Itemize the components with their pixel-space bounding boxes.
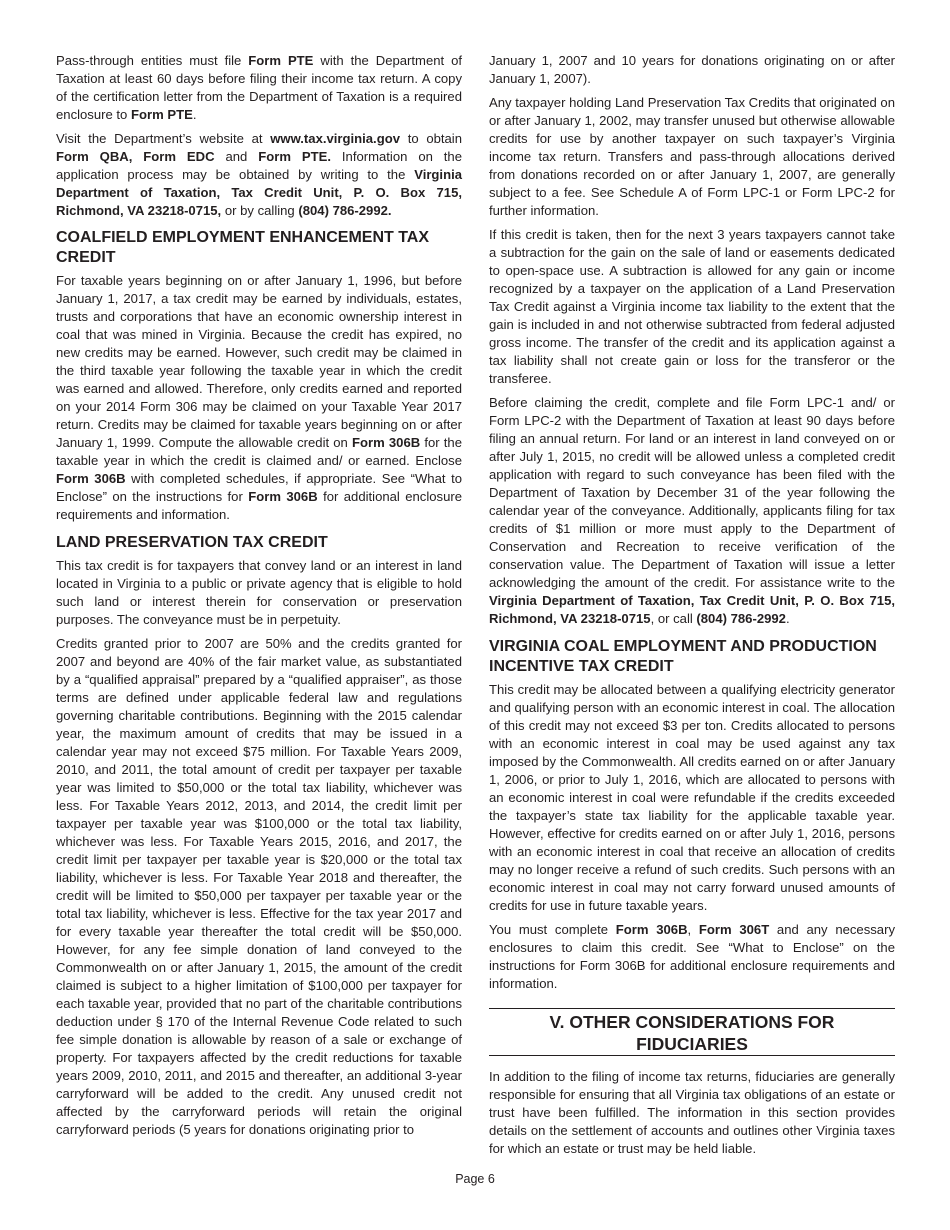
text-segment: Before claiming the credit, complete and file Form LPC-1 and/ or Form LPC-2 with the Department of Taxation at least 90 days before filing an annual return. For land or an interest in land conveyed on or after July 1, 2015, no credit will be allowed unless a completed credit application with regard to such conveyance has been filed with the Department of Taxation by December 31 of the year following the calendar year of the conveyance. Additionally, applicants filing for tax credits of $1 million or more must apply to the Department of Conservation and Recreation to receive verification of the conservation value. The Department of Taxation will issue a letter acknowledging the amount of the credit. For assistance write to the [489,395,895,590]
bold-text-segment: Form QBA, Form EDC [56,149,215,164]
bold-text-segment: Form 306T [698,922,770,937]
land-preservation-limits-paragraph [56,635,462,1139]
text-segment: If this credit is taken, then for the next 3 years taxpayers cannot take a subtraction for the gain on the sale of land or easements dedicated to open-space use. A subtraction is allowed for any gain or income recognized by a taxpayer on the application of a Land Preservation Tax Credit against a Virginia income tax liability to the extent that the gain is included in and not otherwise subtracted from federal adjusted gross income. The transfer of the credit and its application against a tax liability shall not create gain or loss for the transferor or the transferee. [489,227,895,386]
page-number: Page 6 [455,1172,495,1186]
claiming-credit-paragraph [489,394,895,628]
coal-employment-heading: VIRGINIA COAL EMPLOYMENT AND PRODUCTION INCENTIVE TAX CREDIT [489,638,877,675]
website-info-paragraph [56,130,462,220]
bold-text-segment: Form 306B [352,435,421,450]
credit-transfer-paragraph [489,94,895,220]
text-segment: and any necessary enclosures to claim this credit. See “What to Enclose” on the instructions for Form 306B for additional enclosure requirements and information. [489,922,895,991]
coal-forms-paragraph [489,921,895,993]
section-v-title [489,1008,895,1056]
text-segment: with completed schedules, if appropriate. See “What to Enclose” on the instructions for [56,471,462,504]
bold-text-segment: Form PTE [130,107,193,122]
text-segment: For taxable years beginning on or after January 1, 1996, but before January 1, 2017, a tax credit may be earned by individuals, estates, trusts and corporations that have an economic ownership interest in coal that was mined in Virginia. Because the credit has expired, no new credits may be earned. However, such credit may be claimed in the third taxable year following the taxable year in which the credit was earned and allowed. Therefore, only credits earned and reported on your 2014 Form 306 may be claimed on your Taxable Year 2017 return. Credits may be claimed for taxable years beginning on or after January 1, 1999. Compute the allowable credit on [56,273,462,450]
text-segment: Information on the application process may be obtained by writing to the [56,149,462,182]
text-segment: with the Department of Taxation at least 60 days before filing their income tax return. A copy of the certification letter from the Department of Taxation is a required enclosure to [56,53,463,122]
text-segment: for additional enclosure requirements and information. [56,489,463,522]
section-v-title-line2: FIDUCIARIES [636,1034,748,1054]
fiduciaries-paragraph [489,1068,895,1158]
text-segment: , or call [650,611,697,626]
text-segment: This credit may be allocated between a qualifying electricity generator and qualifying person with an economic interest in coal. The allocation of this credit may not exceed $3 per ton. Credits allocated to persons with an economic interest in coal may be used against any tax imposed by the Commonwealth. All credits earned on or after January 1, 2006, or prior to July 1, 2016, which are allocated to persons with an economic interest in coal were refundable if the credits exceeded the taxpayer’s state tax liability for the applicable taxable year. However, effective for credits earned on or after July 1, 2016, persons with an economic interest in coal that receive an allocation of credits may no longer receive a refund of such credits. Such persons with an economic interest in coal may not carry forward unused amounts of credits for use in future taxable years. [489,682,895,913]
bold-text-segment: www.tax.virginia.gov [270,131,400,146]
land-preservation-intro-paragraph [56,557,462,629]
text-segment: In addition to the filing of income tax returns, fiduciaries are generally responsible for ensuring that all Virginia tax obligations of an estate or trust have been fulfilled. The information in this section provides details on the settlement of accounts and outlines other Virginia taxes for which an estate or trust may be held liable. [489,1069,895,1156]
text-segment: Visit the Department’s website at [56,131,271,146]
text-segment: Any taxpayer holding Land Preservation Tax Credits that originated on or after January 1, 2002, may transfer unused but otherwise allowable credits for use by another taxpayer on such taxpayer’s Virginia income tax return. Transfers and pass-through allocations derived from donations recorded on or after January 1, 2007, are generally subject to a fee. See Schedule A of Form LPC-1 or Form LPC-2 for further information. [489,95,895,218]
bold-text-segment: (804) 786-2992 [696,611,786,626]
text-segment: , [687,922,699,937]
coalfield-credit-heading: COALFIELD EMPLOYMENT ENHANCEMENT TAX CREDIT [56,229,430,266]
text-segment: Pass-through entities must file [56,53,249,68]
text-segment: and [214,149,259,164]
bold-text-segment: Form PTE. [258,149,331,164]
bold-text-segment: Virginia Department of Taxation, Tax Credit Unit, P. O. Box 715, Richmond, VA 23218-0715 [489,593,895,626]
text-segment: . [785,611,790,626]
right-column [489,52,895,1164]
coalfield-credit-paragraph [56,272,462,524]
section-v-title-line1: V. OTHER CONSIDERATIONS FOR [549,1012,835,1032]
text-segment: Credits granted prior to 2007 are 50% and the credits granted for 2007 and beyond are 40% of the fair market value, as substantiated by a “qualified appraisal” prepared by a “qualified appraiser”, as those terms are defined under applicable federal law and regulations governing charitable contributions. Beginning with the 2015 calendar year, the maximum amount of credits that may be issued in a calendar year may not exceed $75 million. For Taxable Years 2009, 2010, and 2011, the total amount of credit per taxpayer per taxable year was limited to $50,000 or the total tax liability, whichever was less. For Taxable Years 2012, 2013, and 2014, the credit limit per taxpayer per taxable year was $100,000 or the total tax liability, whichever was less. For Taxable Years 2015, 2016, and 2017, the credit limit per taxpayer per taxable year is $20,000 or the total tax liability, whichever is less. For Taxable Year 2018 and thereafter, the credit will be limited to $50,000 per taxpayer per taxable year or the total tax liability, whichever is less. Effective for the tax year 2017 and for every taxable year thereafter the total credit will be $50,000. However, for any fee simple donation of land conveyed to the Commonwealth on or after January 1, 2015, the amount of the credit claimed is subject to a higher limitation of $100,000 per taxpayer for each taxable year, provided that no part of the charitable contributions deduction under § 170 of the Internal Revenue Code related to such fee simple donation is allowable by reason of a sale or exchange of property. For taxpayers affected by the credit reductions for taxable years 2009, 2010, 2011, and 2015 and thereafter, an additional 3-year carryforward will be added to the credit. Any unused credit not affected by the carryforward periods will retain the original carryforward periods (5 years for donations originating prior to [56,636,462,1137]
bold-text-segment: Form 306B [56,471,126,486]
text-segment: or by calling [221,203,299,218]
bold-text-segment: (804) 786-2992. [298,203,392,218]
left-column [56,52,462,1145]
pte-filing-paragraph [56,52,462,124]
bold-text-segment: Form PTE [248,53,314,68]
coal-credit-paragraph [489,681,895,915]
bold-text-segment: Form 306B [615,922,688,937]
bold-text-segment: Virginia Department of Taxation, Tax Credit Unit, P. O. Box 715, Richmond, VA 23218-0715, [56,167,462,218]
text-segment: . [192,107,197,122]
text-segment: January 1, 2007 and 10 years for donations originating on or after January 1, 2007). [489,53,895,86]
text-segment: You must complete [489,922,616,937]
subtraction-paragraph [489,226,895,388]
text-segment: for the taxable year in which the credit is claimed and/ or earned. Enclose [56,435,462,468]
text-segment: to obtain [399,131,463,146]
text-segment: This tax credit is for taxpayers that convey land or an interest in land located in Virginia to a public or private agency that is eligible to hold such land or interest therein for conservation or preservation purposes. The conveyance must be in perpetuity. [56,558,462,627]
land-preservation-heading: LAND PRESERVATION TAX CREDIT [56,534,328,551]
bold-text-segment: Form 306B [248,489,318,504]
carryforward-continuation-paragraph [489,52,895,88]
